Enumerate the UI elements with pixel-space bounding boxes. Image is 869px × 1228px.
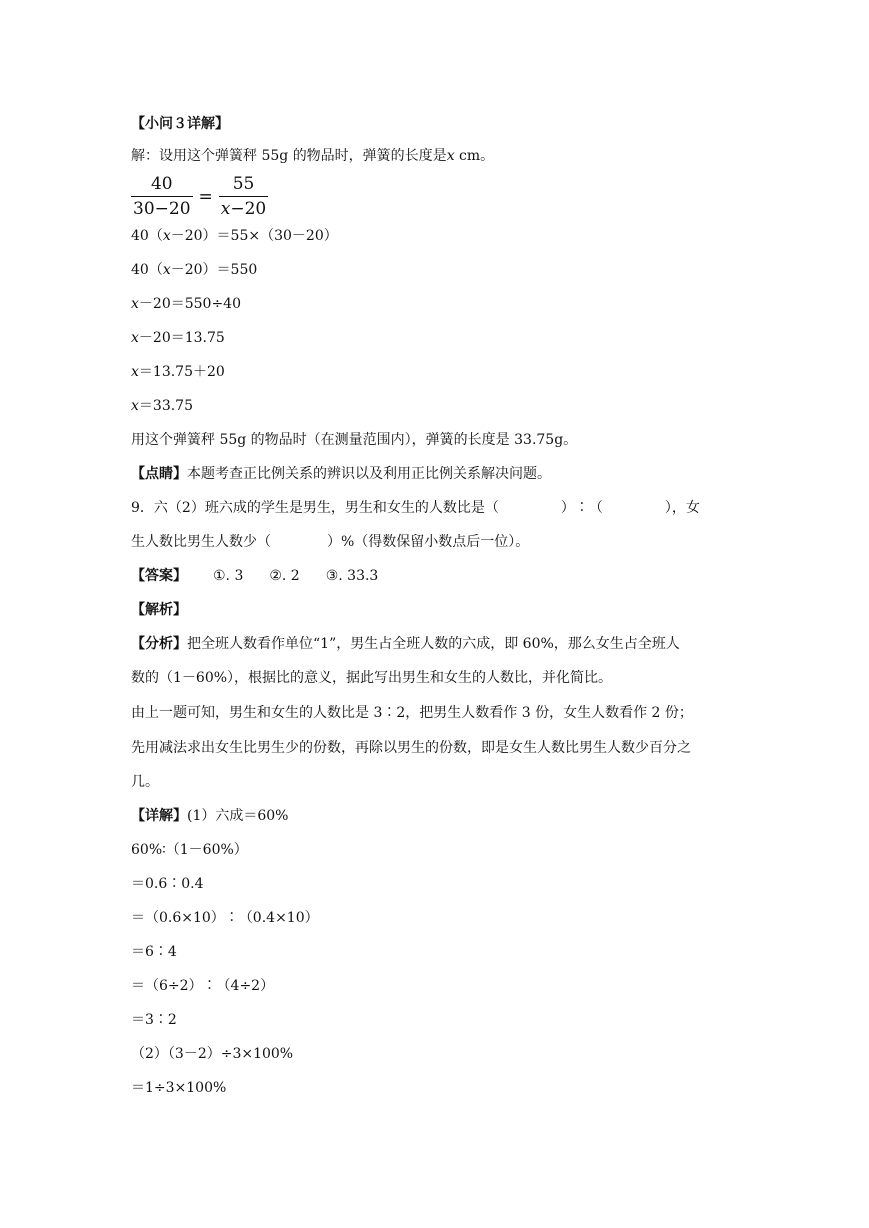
answer-item: ①. 3 (213, 568, 244, 584)
text: 9．六（2）班六成的学生是男生，男生和女生的人数比是（ (131, 500, 499, 516)
calc-step: ＝6∶4 (131, 944, 177, 960)
text: 生人数比男生人数少（ (131, 534, 271, 550)
numerator: 55 (232, 174, 255, 194)
analysis-text: 先用减法求出女生比男生少的份数，再除以男生的份数，即是女生人数比男生人数少百分之 (131, 740, 691, 756)
comment (131, 464, 551, 484)
section-heading: 【小问３详解】 (131, 116, 229, 132)
answer-item: ③. 33.3 (325, 568, 379, 584)
text: 40（ (131, 262, 163, 278)
calc-step: （2）（3－2）÷3×100% (131, 1046, 294, 1062)
variable-x: x (131, 330, 139, 346)
equation-step (131, 362, 225, 382)
equation-step (131, 396, 193, 416)
question-9-line1 (131, 498, 700, 518)
variable-x: x (131, 296, 139, 312)
calc-step: ＝（0.6×10）∶（0.4×10） (131, 910, 319, 926)
denominator (219, 196, 268, 219)
text: ＝13.75＋20 (138, 364, 225, 380)
answer-line (131, 566, 378, 586)
text: －20＝13.75 (138, 330, 225, 346)
text: －20）＝550 (170, 262, 258, 278)
calc-step: ＝（6÷2）∶（4÷2） (131, 978, 275, 994)
right-fraction (219, 174, 268, 219)
tag: 【分析】 (131, 636, 187, 652)
text: 40（ (131, 228, 163, 244)
calc-step: 60%∶（1－60%） (131, 842, 248, 858)
solution-setup (131, 146, 494, 166)
conclusion: 用这个弹簧秤 55g 的物品时（在测量范围内），弹簧的长度是 33.75g。 (131, 432, 578, 448)
equation-step (131, 260, 257, 280)
text: −20 (230, 199, 267, 219)
equation-step (131, 294, 241, 314)
analysis-text: 数的（1－60%），根据比的意义，据此写出男生和女生的人数比，并化简比。 (131, 670, 613, 686)
text: ）%（得数保留小数点后一位）。 (327, 534, 530, 550)
proportion-equation (131, 174, 268, 219)
denominator: 30−20 (131, 196, 193, 219)
text: －20＝550÷40 (138, 296, 241, 312)
equals-sign: = (198, 186, 213, 207)
calc-step: ＝0.6∶0.4 (131, 876, 204, 892)
tag: 【点睛】 (131, 466, 187, 482)
text: ）∶（ (560, 500, 603, 516)
variable-x: x (162, 228, 171, 244)
text: cm。 (459, 148, 495, 164)
numerator: 40 (150, 174, 173, 194)
variable-x: x (220, 199, 231, 219)
left-fraction (131, 174, 193, 219)
analysis-text: 几。 (131, 774, 159, 790)
text: 把全班人数看作单位“1”，男生占全班人数的六成，即 60%，那么女生占全班人 (187, 636, 680, 652)
text: 本题考查正比例关系的辨识以及利用正比例关系解决问题。 (187, 466, 551, 482)
text: (1）六成＝60% (187, 808, 289, 824)
equation-step (131, 226, 338, 246)
calc-step: ＝1÷3×100% (131, 1080, 227, 1096)
analysis-heading: 【解析】 (131, 602, 187, 618)
analysis-text (131, 634, 680, 654)
detail-heading (131, 806, 289, 826)
text: 的物品时，弹簧的长度是 (292, 148, 447, 164)
calc-step: ＝3∶2 (131, 1012, 177, 1028)
text: 解：设用这个弹簧秤 (131, 148, 257, 164)
equation-step (131, 328, 225, 348)
tag: 【答案】 (131, 568, 187, 584)
variable-x: x (131, 364, 139, 380)
text: －20）＝55×（30－20） (170, 228, 338, 244)
variable-x: x (162, 262, 171, 278)
text: ），女 (664, 500, 700, 516)
text: ＝33.75 (138, 398, 193, 414)
analysis-text: 由上一题可知，男生和女生的人数比是 3∶2，把男生人数看作 3 份，女生人数看作 2 份； (131, 705, 693, 721)
text: 55g (261, 148, 289, 164)
question-9-line2 (131, 532, 529, 552)
variable-x: x (446, 148, 455, 164)
tag: 【详解】 (131, 808, 187, 824)
answer-item: ②. 2 (269, 568, 300, 584)
variable-x: x (131, 398, 139, 414)
